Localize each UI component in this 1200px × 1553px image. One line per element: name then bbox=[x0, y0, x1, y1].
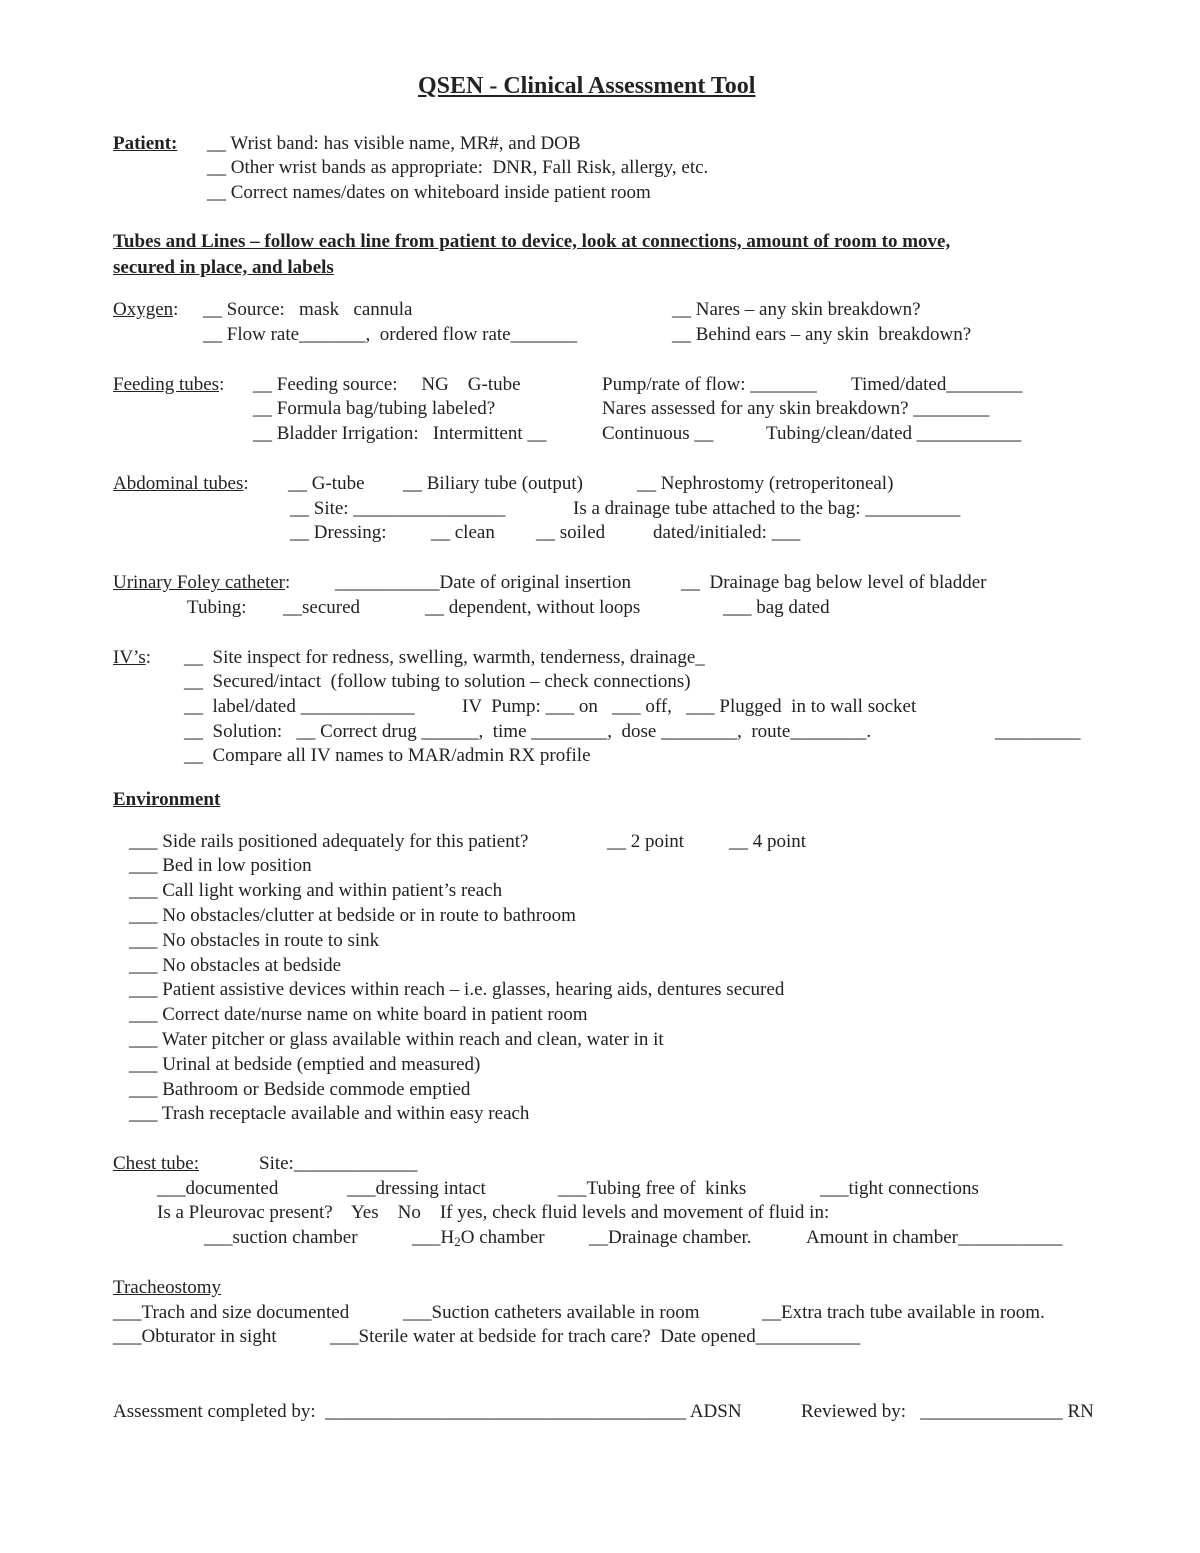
feeding-source: __ Feeding source: NG G-tube bbox=[253, 374, 521, 395]
patient-item-wristband: __ Wrist band: has visible name, MR#, and DOB bbox=[207, 133, 581, 154]
feeding-pump-rate: Pump/rate of flow: _______ bbox=[602, 374, 817, 395]
tracheostomy-label: Tracheostomy bbox=[113, 1277, 222, 1298]
foley-label bbox=[113, 571, 290, 595]
patient-item-whiteboard: __ Correct names/dates on whiteboard inside patient room bbox=[207, 182, 651, 203]
feeding-colon: : bbox=[219, 374, 225, 395]
abdominal-dated-initialed: dated/initialed: ___ bbox=[653, 522, 801, 543]
environment-item: ___ Bathroom or Bedside commode emptied bbox=[129, 1079, 471, 1100]
ivs-label-dated: __ label/dated ____________ bbox=[184, 696, 415, 717]
chest-tube-documented: ___documented bbox=[157, 1178, 279, 1199]
h2o-suffix: O chamber bbox=[460, 1227, 545, 1248]
environment-item: ___ Trash receptacle available and within easy reach bbox=[129, 1103, 530, 1124]
chest-tube-h2o bbox=[412, 1226, 545, 1250]
feeding-continuous: Continuous __ bbox=[602, 423, 714, 444]
oxygen-behind-ears: __ Behind ears – any skin breakdown? bbox=[672, 324, 972, 345]
ivs-solution: __ Solution: __ Correct drug ______, time ________, dose ________, route________. bbox=[184, 721, 872, 742]
abdominal-clean: __ clean bbox=[431, 522, 495, 543]
chest-tube-pleurovac: Is a Pleurovac present? Yes No If yes, check fluid levels and movement of fluid in: bbox=[157, 1202, 830, 1223]
ivs-pump: IV Pump: ___ on ___ off, ___ Plugged in to wall socket bbox=[462, 696, 917, 717]
ivs-compare-mar: __ Compare all IV names to MAR/admin RX profile bbox=[184, 745, 591, 766]
environment-4-point: __ 4 point bbox=[729, 831, 807, 852]
abdominal-drainage-tube: Is a drainage tube attached to the bag: __________ bbox=[573, 498, 961, 519]
h2o-subscript: 2 bbox=[454, 1234, 461, 1249]
feeding-label bbox=[113, 373, 224, 397]
ivs-secured-intact: __ Secured/intact (follow tubing to solution – check connections) bbox=[184, 671, 691, 692]
patient-label: Patient: bbox=[113, 133, 178, 154]
abdominal-label-text: Abdominal tubes bbox=[113, 473, 244, 494]
chest-tube-site: Site:_____________ bbox=[259, 1153, 418, 1174]
abdominal-soiled: __ soiled bbox=[536, 522, 606, 543]
environment-item: ___ No obstacles/clutter at bedside or in route to bathroom bbox=[129, 905, 576, 926]
patient-item-other-bands: __ Other wrist bands as appropriate: DNR, Fall Risk, allergy, etc. bbox=[207, 157, 709, 178]
ivs-label bbox=[113, 646, 151, 670]
trach-sterile-water: ___Sterile water at bedside for trach care? Date opened___________ bbox=[330, 1326, 861, 1347]
reviewed-by: Reviewed by: _______________ RN bbox=[801, 1401, 1094, 1422]
chest-tube-suction: ___suction chamber bbox=[204, 1227, 358, 1248]
trach-suction-catheters: ___Suction catheters available in room bbox=[403, 1302, 700, 1323]
environment-item: ___ Bed in low position bbox=[129, 855, 312, 876]
oxygen-nares: __ Nares – any skin breakdown? bbox=[672, 299, 921, 320]
abdominal-label bbox=[113, 472, 249, 496]
trach-size: ___Trach and size documented bbox=[113, 1302, 350, 1323]
feeding-timed-dated: Timed/dated________ bbox=[851, 374, 1023, 395]
feeding-bladder-irrigation: __ Bladder Irrigation: Intermittent __ bbox=[253, 423, 547, 444]
h2o-prefix: ___H bbox=[412, 1227, 455, 1248]
foley-bag-dated: ___ bag dated bbox=[723, 597, 830, 618]
chest-tube-amount: Amount in chamber___________ bbox=[806, 1227, 1063, 1248]
page-title: QSEN - Clinical Assessment Tool bbox=[418, 73, 756, 99]
feeding-tubing-clean: Tubing/clean/dated ___________ bbox=[766, 423, 1022, 444]
assessment-completed-by: Assessment completed by: ______________________________________ ADSN bbox=[113, 1401, 742, 1422]
ivs-site-inspect: __ Site inspect for redness, swelling, warmth, tenderness, drainage_ bbox=[184, 647, 705, 668]
environment-item: ___ Water pitcher or glass available within reach and clean, water in it bbox=[129, 1029, 664, 1050]
abdominal-site: __ Site: ________________ bbox=[290, 498, 506, 519]
feeding-nares: Nares assessed for any skin breakdown? ________ bbox=[602, 398, 990, 419]
chest-tube-dressing: ___dressing intact bbox=[347, 1178, 486, 1199]
foley-secured: __secured bbox=[283, 597, 361, 618]
chest-tube-drainage: __Drainage chamber. bbox=[589, 1227, 752, 1248]
oxygen-label-text: Oxygen bbox=[113, 299, 174, 320]
abdominal-biliary: __ Biliary tube (output) bbox=[403, 473, 583, 494]
ivs-colon: : bbox=[145, 647, 152, 668]
ivs-label-text: IV’s bbox=[113, 647, 146, 668]
trach-extra-tube: __Extra trach tube available in room. bbox=[762, 1302, 1045, 1323]
abdominal-nephrostomy: __ Nephrostomy (retroperitoneal) bbox=[637, 473, 894, 494]
feeding-formula-bag: __ Formula bag/tubing labeled? bbox=[253, 398, 496, 419]
environment-item: ___ No obstacles at bedside bbox=[129, 955, 342, 976]
environment-2-point: __ 2 point bbox=[607, 831, 685, 852]
environment-item: ___ Urinal at bedside (emptied and measured) bbox=[129, 1054, 481, 1075]
foley-tubing-label: Tubing: bbox=[187, 597, 247, 618]
tubes-lines-heading: Tubes and Lines – follow each line from patient to device, look at connections, amount of room to move, bbox=[113, 231, 951, 252]
oxygen-colon: : bbox=[173, 299, 179, 320]
oxygen-label bbox=[113, 298, 178, 322]
environment-item: ___ No obstacles in route to sink bbox=[129, 930, 380, 951]
environment-item: ___ Patient assistive devices within reach – i.e. glasses, hearing aids, dentures secured bbox=[129, 979, 785, 1000]
environment-item: ___ Correct date/nurse name on white board in patient room bbox=[129, 1004, 588, 1025]
environment-heading: Environment bbox=[113, 789, 221, 810]
foley-dependent: __ dependent, without loops bbox=[425, 597, 641, 618]
foley-label-text: Urinary Foley catheter bbox=[113, 572, 285, 593]
oxygen-source: __ Source: mask cannula bbox=[203, 299, 413, 320]
chest-tube-kinks: ___Tubing free of kinks bbox=[558, 1178, 747, 1199]
foley-colon: : bbox=[284, 572, 291, 593]
ivs-solution-extra: _________ bbox=[995, 721, 1081, 742]
foley-insertion-date: ___________Date of original insertion bbox=[335, 572, 632, 593]
environment-side-rails: ___ Side rails positioned adequately for this patient? bbox=[129, 831, 529, 852]
chest-tube-connections: ___tight connections bbox=[820, 1178, 979, 1199]
feeding-label-text: Feeding tubes bbox=[113, 374, 220, 395]
environment-item: ___ Call light working and within patient’s reach bbox=[129, 880, 503, 901]
abdominal-g-tube: __ G-tube bbox=[288, 473, 365, 494]
abdominal-dressing: __ Dressing: bbox=[290, 522, 387, 543]
oxygen-flow-rate: __ Flow rate_______, ordered flow rate_______ bbox=[203, 324, 578, 345]
abdominal-colon: : bbox=[243, 473, 249, 494]
chest-tube-label: Chest tube: bbox=[113, 1153, 200, 1174]
foley-drainage-bag: __ Drainage bag below level of bladder bbox=[681, 572, 987, 593]
tubes-lines-heading-cont: secured in place, and labels bbox=[113, 257, 334, 278]
trach-obturator: ___Obturator in sight bbox=[113, 1326, 277, 1347]
